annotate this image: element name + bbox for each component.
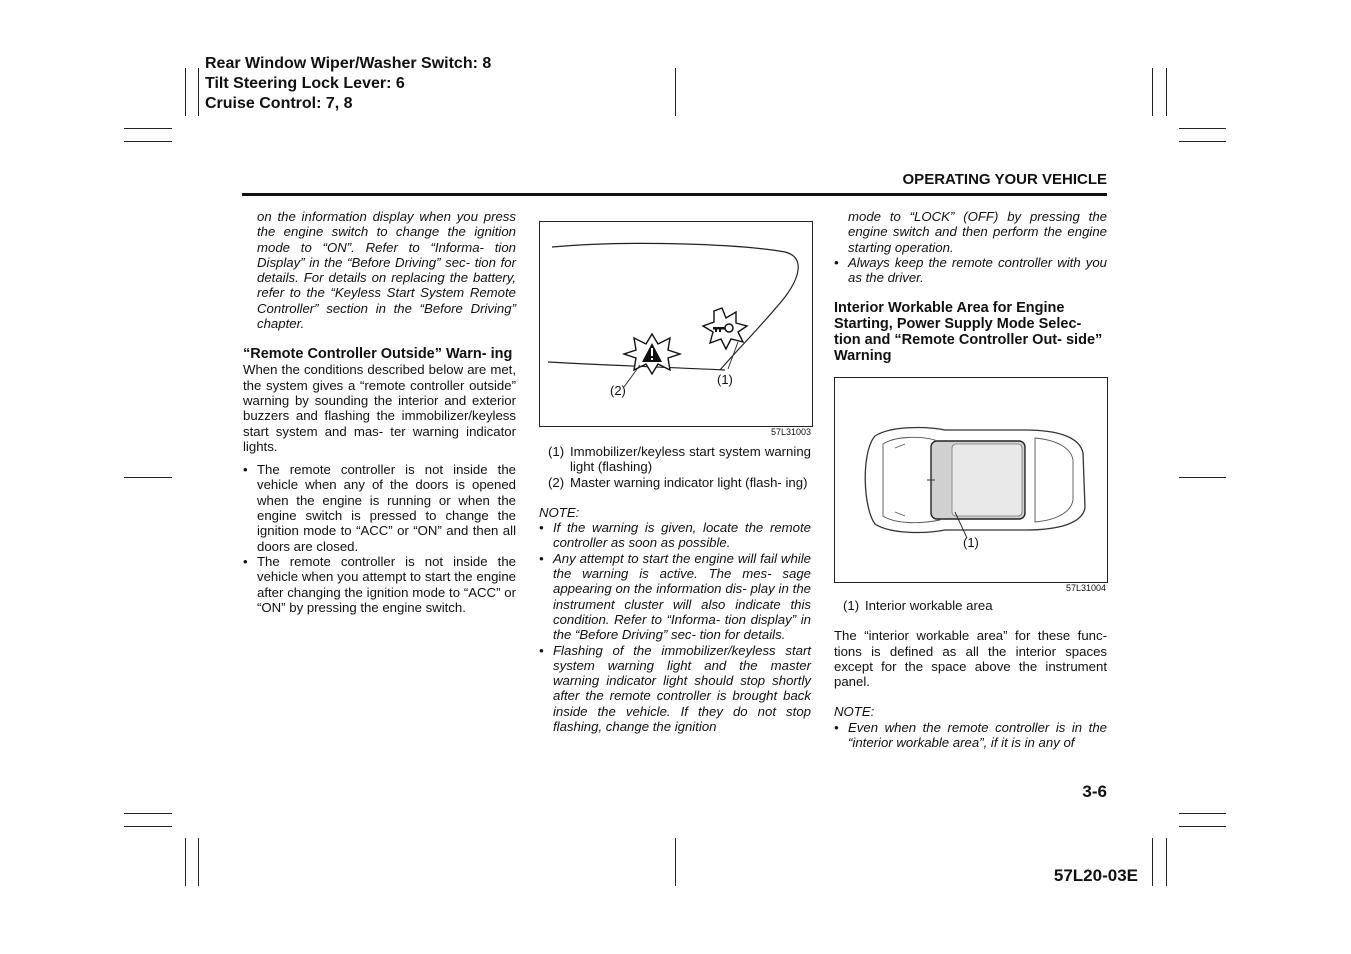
column-3-lower [834, 598, 1107, 750]
caption-item [539, 444, 811, 475]
document-code: 57L20-03E [1053, 866, 1138, 885]
column-2 [539, 444, 811, 734]
callout-2: (2) [610, 383, 626, 398]
intro-italic-text: on the information display when you press the engine switch to change the ignition mode to “ON”. Refer to “Informa- tion Display” in the “Before Driving” sec- tion for details. For details on replacing the battery, refer to the “Keyless Start System Remote Controller” section in the “Before Driving” chapter. [257, 209, 516, 332]
header-rule [242, 193, 1107, 196]
interior-area-paragraph: The “interior workable area” for these func- tions is defined as all the interior spaces except for the space above the instrument panel. [834, 628, 1107, 690]
caption-text: Immobilizer/keyless start system warning light (flashing) [570, 444, 811, 475]
page-number: 3-6 [1082, 782, 1107, 801]
caption-item [834, 598, 1107, 613]
car-top-view-illustration [835, 378, 1107, 582]
immobilizer-key-icon [703, 308, 747, 349]
caption-item [539, 475, 811, 490]
list-item: • Flashing of the immobilizer/keyless start system warning light and the master warning indicator light should stop shortly after the remote controller is brought back inside the vehicle. If they do not stop flashing, change the ignition [539, 643, 811, 735]
header-index-line-1: Rear Window Wiper/Washer Switch: 8 [205, 55, 492, 72]
column-1 [243, 209, 516, 615]
caption-text: Master warning indicator light (flash- ing) [570, 474, 808, 490]
caption-number: (2) [548, 474, 565, 490]
remote-outside-paragraph: When the conditions described below are met, the system gives a “remote controller outside” warning by sounding the interior and exterior buzzers and flashing the immobilizer/keyless start system and mas- ter warning indicator lights. [243, 362, 516, 454]
figure-code: 57L31004 [1065, 583, 1106, 593]
interior-area-heading: Interior Workable Area for Engine Starting, Power Supply Mode Selec- tion and “Remote Controller Out- side” Warning [834, 300, 1103, 365]
callout-1: (1) [963, 535, 979, 550]
caption-number: (1) [548, 444, 565, 459]
list-item: • Even when the remote controller is in the “interior workable area”, if it is in any of [834, 720, 1107, 751]
list-item: • If the warning is given, locate the remote controller as soon as possible. [539, 520, 811, 551]
list-item: • The remote controller is not inside the vehicle when you attempt to start the engine after changing the ignition mode to “ACC” or “ON” by pressing the engine switch. [243, 554, 516, 615]
note-label: NOTE: [834, 704, 875, 720]
section-title: OPERATING YOUR VEHICLE [902, 171, 1107, 188]
header-index-line-2: Tilt Steering Lock Lever: 6 [205, 75, 405, 92]
list-item: • Always keep the remote controller with you as the driver. [834, 255, 1107, 286]
list-item: • Any attempt to start the engine will fail while the warning is active. The mes- sage appearing on the information dis- play in the instrument cluster will also indicate this condition. Refer to “Informa- tion display” in the “Before Driving” sec- tion for details. [539, 551, 811, 643]
continued-italic-text: mode to “LOCK” (OFF) by pressing the engine switch and then perform the engine starting operation. [848, 209, 1107, 255]
callout-1: (1) [717, 372, 733, 387]
header-index-line-3: Cruise Control: 7, 8 [205, 95, 353, 112]
note-list [539, 520, 811, 734]
condition-list [243, 462, 516, 615]
instrument-cluster-illustration [540, 222, 812, 426]
figure-code: 57L31003 [770, 427, 811, 437]
warning-lights-figure [539, 221, 813, 427]
remote-outside-heading: “Remote Controller Outside” Warn- ing [243, 346, 513, 363]
caption-text: Interior workable area [865, 598, 993, 613]
column-3 [834, 209, 1107, 364]
note-label: NOTE: [539, 504, 580, 520]
caption-number: (1) [843, 598, 860, 613]
interior-area-figure [834, 377, 1108, 583]
note-list [834, 720, 1107, 751]
list-item: • The remote controller is not inside the vehicle when any of the doors is opened when the engine is running or when the engine switch is pressed to change the ignition mode to “ACC” or “ON” and then all doors are closed. [243, 462, 516, 554]
note-continued-list [834, 255, 1107, 286]
